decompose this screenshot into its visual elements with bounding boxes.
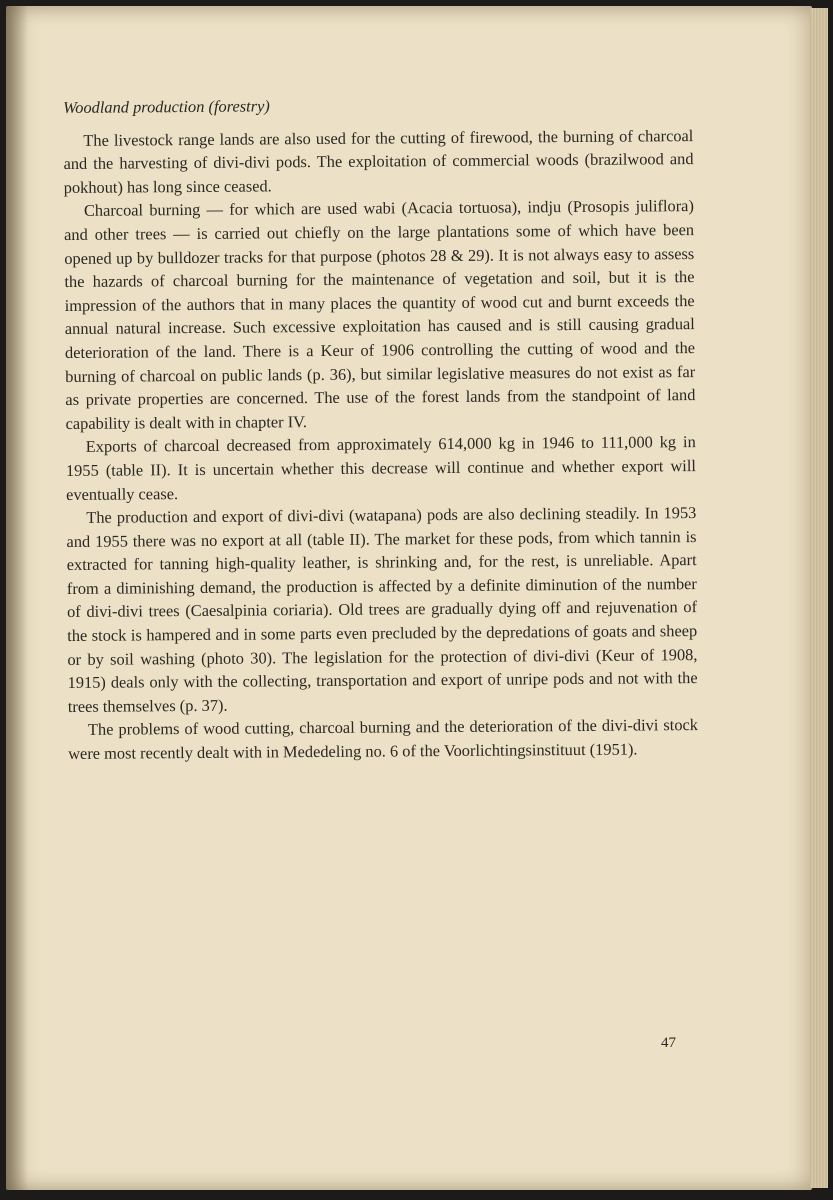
paragraph: Charcoal burning — for which are used wabi (Acacia tortuosa), indju (Prosopis juliflora) and other trees — is carried out chiefly on the large plantations some of which have been opened up by bulldozer tracks for that purpose (photos 28 & 29). It is not always easy to assess the hazards of charcoal burning for the maintenance of vegetation and soil, but it is the impression of the authors that in many places the quantity of wood cut and burnt exceeds the annual natural increase. Such excessive exploitation has caused and is still causing gradual deterioration of the land. There is a Keur of 1906 controlling the cutting of wood and the burning of charcoal on public lands (p. 36), but similar legislative measures do not exist as far as private properties are concerned. The use of the forest lands from the standpoint of land capability is dealt with in chapter IV. bbox=[64, 196, 696, 433]
gutter-shadow bbox=[6, 6, 28, 1190]
page-content bbox=[63, 91, 698, 766]
paragraph: The problems of wood cutting, charcoal burning and the deterioration of the divi-divi stock were most recently dealt with in Mededeling no. 6 of the Voorlichtingsinstituut (1951). bbox=[68, 715, 699, 764]
paragraph: The production and export of divi-divi (watapana) pods are also declining steadily. In 1953 and 1955 there was no export at all (table II). The market for these pods, from which tannin is extracted for tanning high-quality leather, is shrinking and, for the rest, is unreliable. Apart from a diminishing demand, the production is affected by a definite diminution of the number of divi-divi trees (Caesalpinia coriaria). Old trees are gradually dying off and rejuvenation of the stock is hampered and in some parts even precluded by the depredations of goats and sheep or by soil washing (photo 30). The legislation for the protection of divi-divi (Keur of 1908, 1915) deals only with the collecting, transportation and export of unripe pods and not with the trees themselves (p. 37). bbox=[66, 503, 698, 716]
section-heading: Woodland production (forestry) bbox=[63, 96, 270, 117]
page-number: 47 bbox=[661, 1035, 676, 1051]
page-edge bbox=[810, 8, 828, 1188]
paragraph: The livestock range lands are also used for the cutting of firewood, the burning of charcoal and the harvesting of divi-divi pods. The exploitation of commercial woods (brazilwood and pokhout) has long since ceased. bbox=[63, 125, 694, 197]
paragraph: Exports of charcoal decreased from approximately 614,000 kg in 1946 to 111,000 kg in 1955 (table II). It is uncertain whether this decrease will continue and whether export will eventually cease. bbox=[65, 432, 696, 504]
